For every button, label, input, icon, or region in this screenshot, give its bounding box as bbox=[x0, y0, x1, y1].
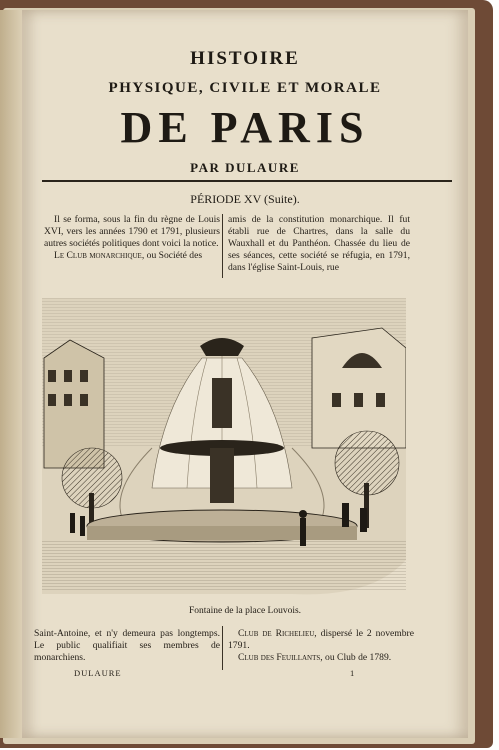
club-name: Club des Feuillants bbox=[238, 652, 321, 663]
fountain-engraving bbox=[42, 298, 406, 600]
paragraph-text: , ou Société des bbox=[141, 250, 203, 261]
footer-author: DULAURE bbox=[74, 668, 122, 678]
footer-signature: 1 bbox=[350, 668, 356, 678]
top-left-column bbox=[44, 214, 220, 262]
title-de-paris: DE PARIS bbox=[120, 103, 370, 152]
bottom-left-column bbox=[34, 628, 220, 664]
paragraph-text: , dispersé le 2 novembre 1791. bbox=[228, 628, 414, 651]
bottom-right-column bbox=[228, 628, 414, 664]
club-name: Le Club monarchique bbox=[54, 250, 142, 261]
club-name: Club de Richelieu bbox=[238, 628, 315, 639]
book-page bbox=[22, 10, 468, 738]
paragraph bbox=[228, 652, 414, 664]
section-heading: PÉRIODE XV (Suite). bbox=[190, 192, 300, 206]
paragraph: amis de la constitution monarchique. Il fut établi rue de Chartres, dans la salle du Wauxhall et du Panthéon. Chassée du lieu de ses séances, cette société se réfugia, en 1791, dans l'église Saint-Louis, rue bbox=[228, 214, 410, 273]
paragraph: Saint-Antoine, et n'y demeura pas longtemps. Le public qualifiait ses membres de monarchiens. bbox=[34, 628, 220, 663]
byline: PAR DULAURE bbox=[190, 160, 300, 175]
spine-shadow bbox=[0, 10, 24, 738]
column-divider bbox=[222, 214, 223, 278]
header-rule bbox=[42, 180, 452, 182]
paragraph: Il se forma, sous la fin du règne de Louis XVI, vers les années 1790 et 1791, plusieurs autres sociétés politiques dont voici la notice. bbox=[44, 214, 220, 249]
title-subtitle: PHYSIQUE, CIVILE ET MORALE bbox=[108, 80, 382, 96]
paragraph bbox=[44, 250, 220, 262]
illustration-caption: Fontaine de la place Louvois. bbox=[188, 606, 302, 616]
top-right-column bbox=[228, 214, 410, 274]
title-histoire: HISTOIRE bbox=[190, 48, 300, 69]
paragraph-text: , ou Club de 1789. bbox=[320, 652, 392, 663]
paragraph bbox=[228, 628, 414, 652]
column-divider-bottom bbox=[222, 626, 223, 670]
